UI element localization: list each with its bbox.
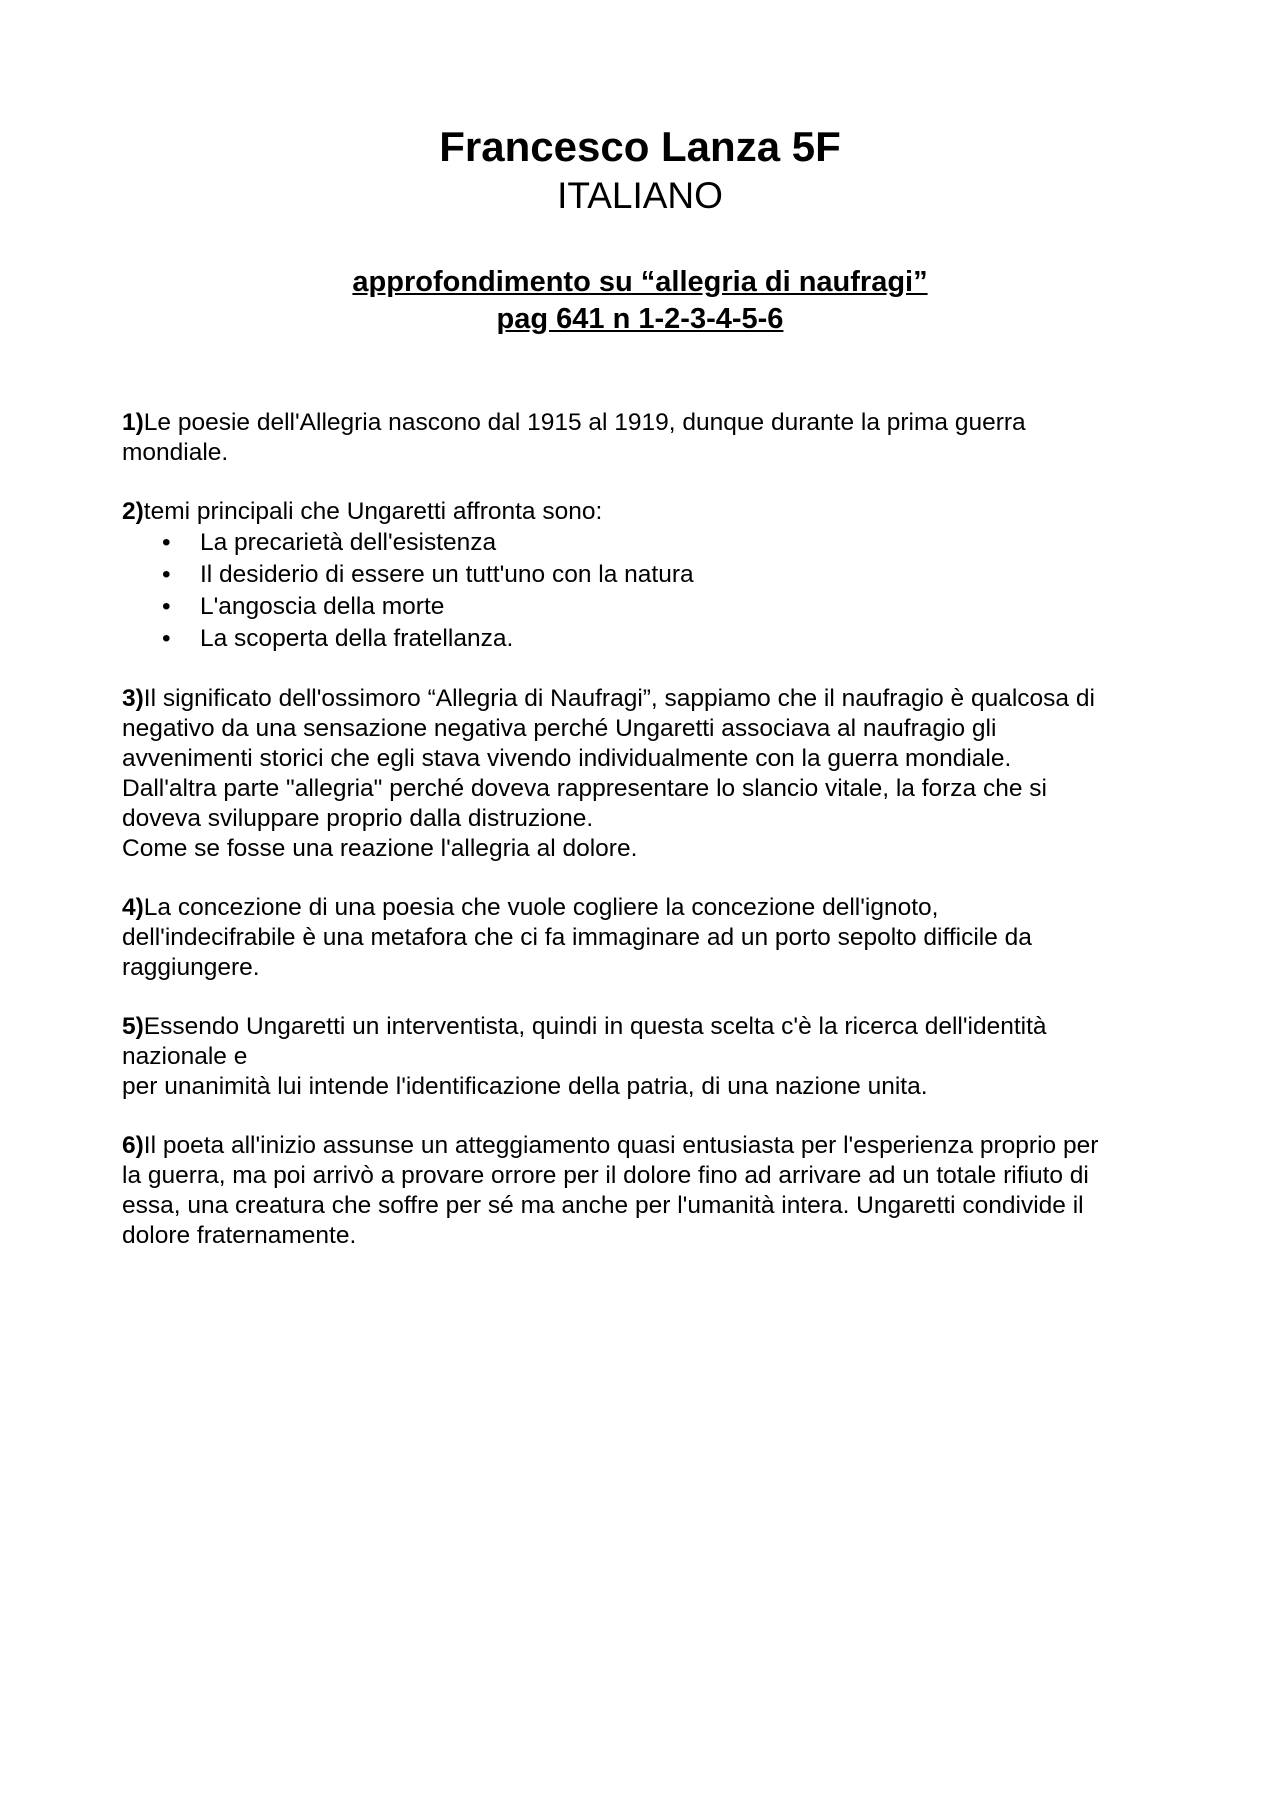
answer-2-intro: temi principali che Ungaretti affronta sono: — [143, 498, 603, 525]
list-item-text: L'angoscia della morte — [200, 593, 445, 620]
bullet-icon: • — [162, 529, 171, 556]
document-subject: ITALIANO — [557, 175, 723, 216]
answer-3-text: Il significato dell'ossimoro “Allegria di Naufragi”, sappiamo che il naufragio è qualcosa di — [143, 685, 1095, 712]
list-item — [122, 527, 1162, 559]
answer-3-line: negativo da una sensazione negativa perché Ungaretti associava al naufragio gli — [122, 715, 997, 742]
answer-5-line: nazionale e — [122, 1043, 248, 1070]
section-heading: approfondimento su “allegria di naufragi” — [352, 266, 928, 298]
answer-2-number: 2) — [122, 498, 144, 525]
bullet-icon: • — [162, 593, 171, 620]
document-title: Francesco Lanza 5F — [439, 123, 841, 170]
answer-5-line: per unanimità lui intende l'identificazione della patria, di una nazione unita. — [122, 1073, 928, 1100]
list-item — [122, 623, 1162, 655]
answer-2-line — [122, 497, 1162, 527]
answer-3-line: avvenimenti storici che egli stava vivendo individualmente con la guerra mondiale. — [122, 745, 1012, 772]
list-item-text: La precarietà dell'esistenza — [200, 529, 497, 556]
bullet-icon: • — [162, 625, 171, 652]
answer-6-text: Il poeta all'inizio assunse un atteggiamento quasi entusiasta per l'esperienza proprio per — [143, 1132, 1099, 1159]
answer-6-line: la guerra, ma poi arrivò a provare orrore per il dolore fino ad arrivare ad un totale rifiuto di — [122, 1162, 1089, 1189]
list-item — [122, 591, 1162, 623]
answer-4-number: 4) — [122, 894, 144, 921]
list-item-text: Il desiderio di essere un tutt'uno con la natura — [200, 561, 694, 588]
list-item — [122, 559, 1162, 591]
answer-1-number: 1) — [122, 409, 144, 436]
answer-1-line: mondiale. — [122, 439, 229, 466]
answer-4-line: raggiungere. — [122, 954, 260, 981]
answer-1-text: Le poesie dell'Allegria nascono dal 1915 al 1919, dunque durante la prima guerra — [143, 409, 1026, 436]
answer-3-line: Come se fosse una reazione l'allegria al dolore. — [122, 835, 638, 862]
answer-3-number: 3) — [122, 685, 144, 712]
answer-4-line: dell'indecifrabile è una metafora che ci fa immaginare ad un porto sepolto difficile da — [122, 924, 1032, 951]
themes-list — [122, 527, 1162, 655]
answer-5 — [122, 1012, 1162, 1102]
answer-3 — [122, 684, 1162, 864]
answer-5-number: 5) — [122, 1013, 144, 1040]
answer-1-line — [122, 408, 1162, 438]
answer-3-line — [122, 684, 1162, 714]
answer-3-line: Dall'altra parte "allegria" perché doveva rappresentare lo slancio vitale, la forza che si — [122, 775, 1047, 802]
answer-6-line: essa, una creatura che soffre per sé ma anche per l'umanità intera. Ungaretti condivide il — [122, 1192, 1084, 1219]
section-subheading: pag 641 n 1-2-3-4-5-6 — [496, 303, 784, 335]
answer-2 — [122, 497, 1162, 655]
answer-4-text: La concezione di una poesia che vuole cogliere la concezione dell'ignoto, — [143, 894, 939, 921]
document-body — [122, 408, 1162, 1280]
answer-6-line — [122, 1131, 1162, 1161]
answer-5-text: Essendo Ungaretti un interventista, quindi in questa scelta c'è la ricerca dell'identità — [143, 1013, 1047, 1040]
answer-6 — [122, 1131, 1162, 1251]
answer-5-line — [122, 1012, 1162, 1042]
answer-3-line: doveva sviluppare proprio dalla distruzione. — [122, 805, 594, 832]
answer-4 — [122, 893, 1162, 983]
bullet-icon: • — [162, 561, 171, 588]
list-item-text: La scoperta della fratellanza. — [200, 625, 514, 652]
answer-4-line — [122, 893, 1162, 923]
answer-6-number: 6) — [122, 1132, 144, 1159]
answer-6-line: dolore fraternamente. — [122, 1222, 357, 1249]
answer-1 — [122, 408, 1162, 468]
